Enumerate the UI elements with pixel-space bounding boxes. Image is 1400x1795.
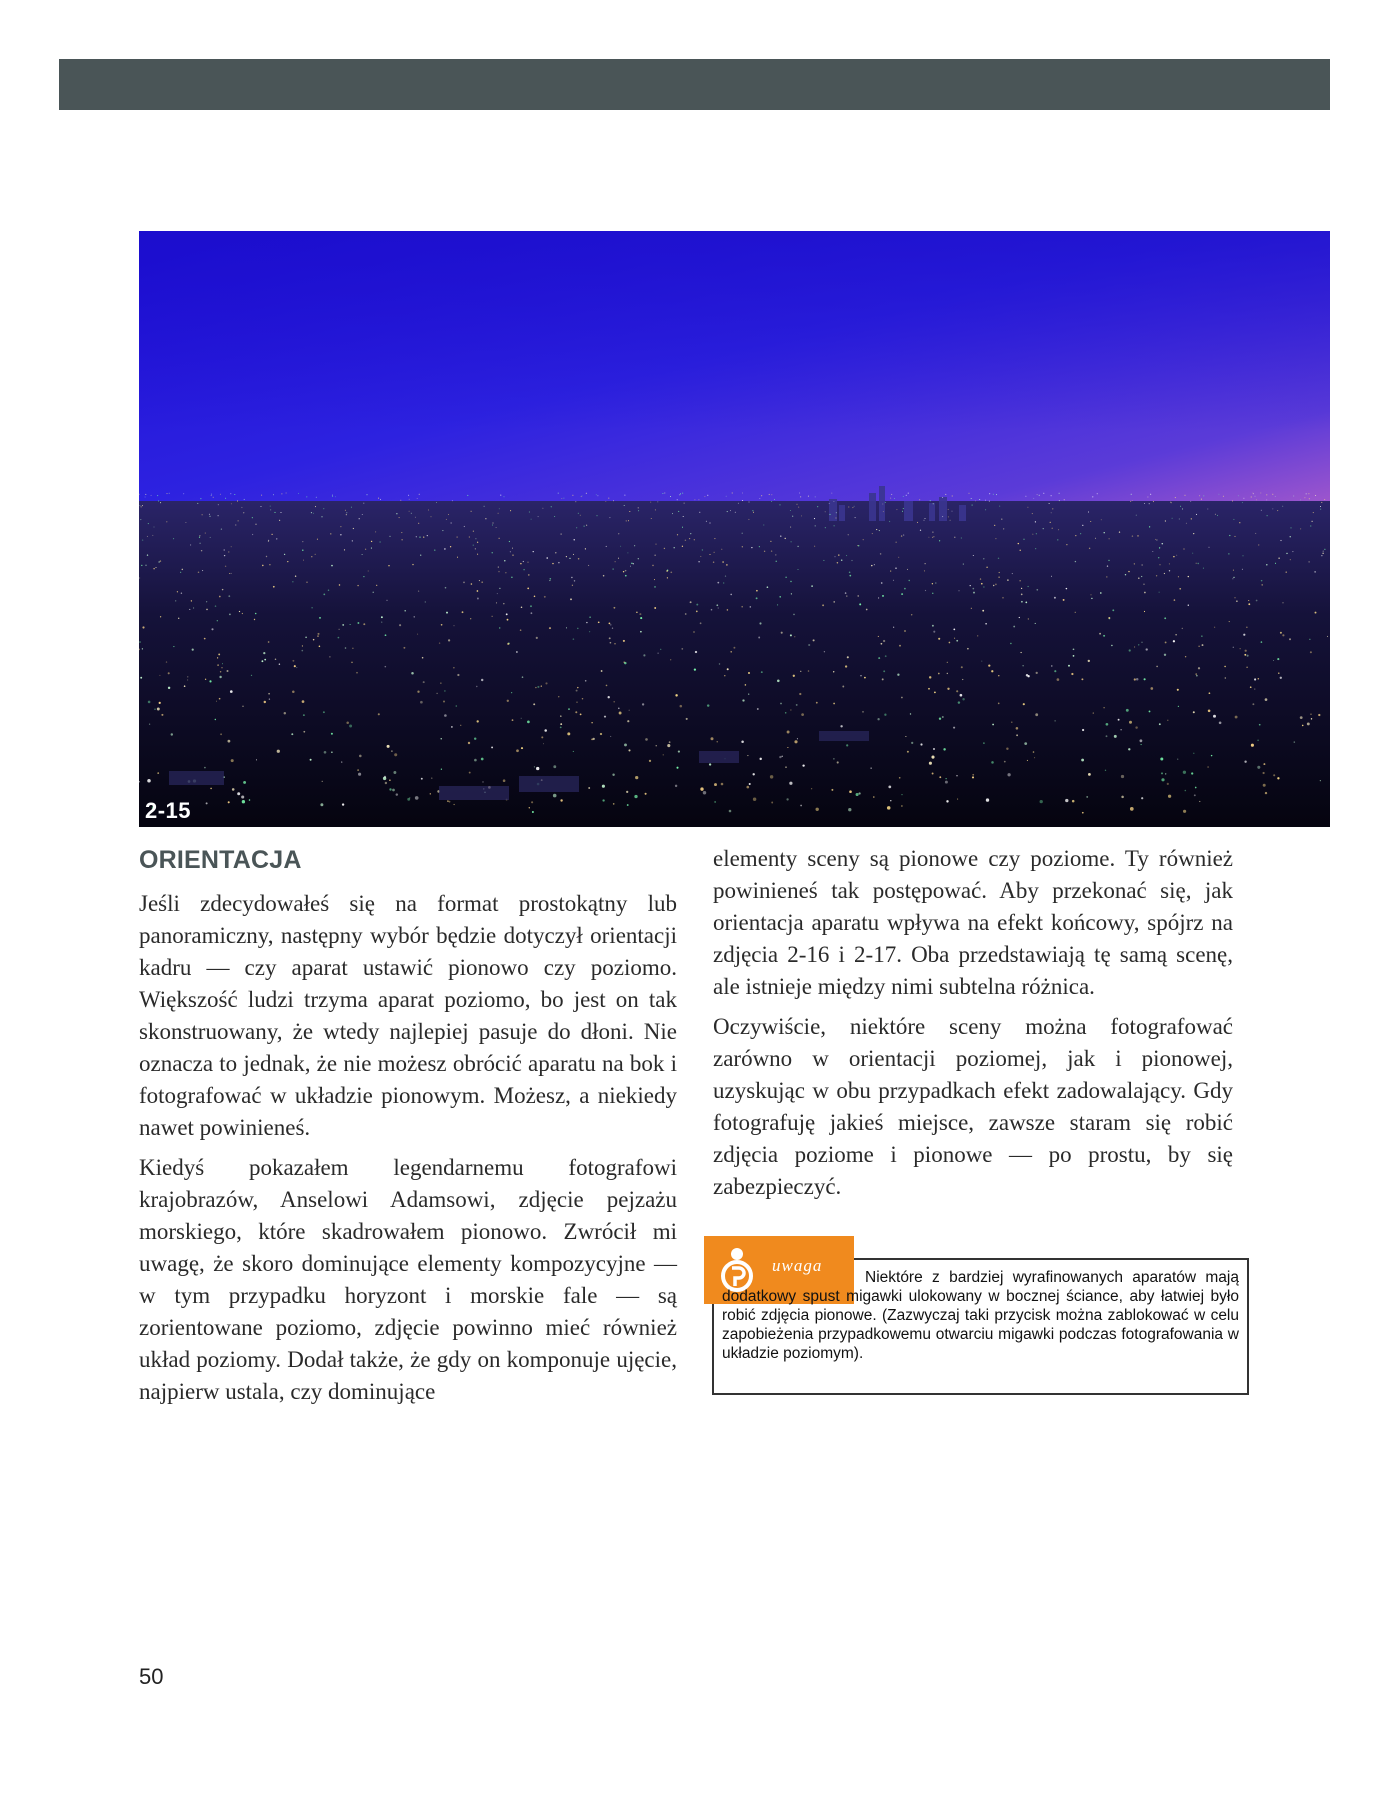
paragraph: Oczywiście, niektóre sceny można fotografować zarówno w orientacji poziomej, jak i pionowej, uzyskując w obu przypadkach efekt zadowalający. Gdy fotografuję jakieś miejsce, zawsze staram się robić zdjęcia poziome i pionowe — po prostu, by się zabezpieczyć.: [713, 1014, 1233, 1199]
left-column: [139, 888, 677, 1416]
paragraph: Kiedyś pokazałem legendarnemu fotografowi krajobrazów, Anselowi Adamsowi, zdjęcie pejzażu morskiego, które skadrowałem pionowo. Zwrócił mi uwagę, że skoro dominujące elementy kompozycyjne — w tym przypadku horyzont i morskie fale — są zorientowane poziomo, zdjęcie powinno mieć również układ poziomy. Dodał także, że gdy on komponuje ujęcie, najpierw ustala, czy dominujące: [139, 1155, 677, 1404]
city-night-image: [139, 231, 1330, 827]
section-heading: ORIENTACJA: [139, 846, 302, 874]
right-column: [713, 843, 1233, 1211]
note-text: Niektóre z bardziej wyrafinowanych aparatów mają dodatkowy spust migawki ulokowany w bocznej ściance, aby łatwiej było robić zdjęcia pionowe. (Zazwyczaj taki przycisk można zablokować w celu zapobieżenia przypadkowemu otwarciu migawki podczas fotografowania w układzie poziomym).: [722, 1269, 1239, 1362]
figure-label: 2-15: [145, 798, 192, 823]
paragraph: elementy sceny są pionowe czy poziome. Ty również powinieneś tak postępować. Aby przekonać się, jak orientacja aparatu wpływa na efekt końcowy, spójrz na zdjęcia 2-16 i 2-17. Oba przedstawiają tę samą scenę, ale istnieje między nimi subtelna różnica.: [713, 846, 1233, 999]
paragraph: Jeśli zdecydowałeś się na format prostokątny lub panoramiczny, następny wybór będzie dotyczył orientacji kadru — czy aparat ustawić pionowo czy poziomo. Większość ludzi trzyma aparat poziomo, bo jest on tak skonstruowany, że wtedy najlepiej pasuje do dłoni. Nie oznacza to jednak, że nie możesz obrócić aparatu na bok i fotografować w układzie pionowym. Możesz, a niekiedy nawet powinieneś.: [139, 891, 677, 1140]
note-label: uwaga: [772, 1256, 823, 1275]
page-number: 50: [139, 1664, 164, 1689]
figure-photo-city-night: [139, 231, 1330, 827]
header-bar: [59, 59, 1330, 110]
